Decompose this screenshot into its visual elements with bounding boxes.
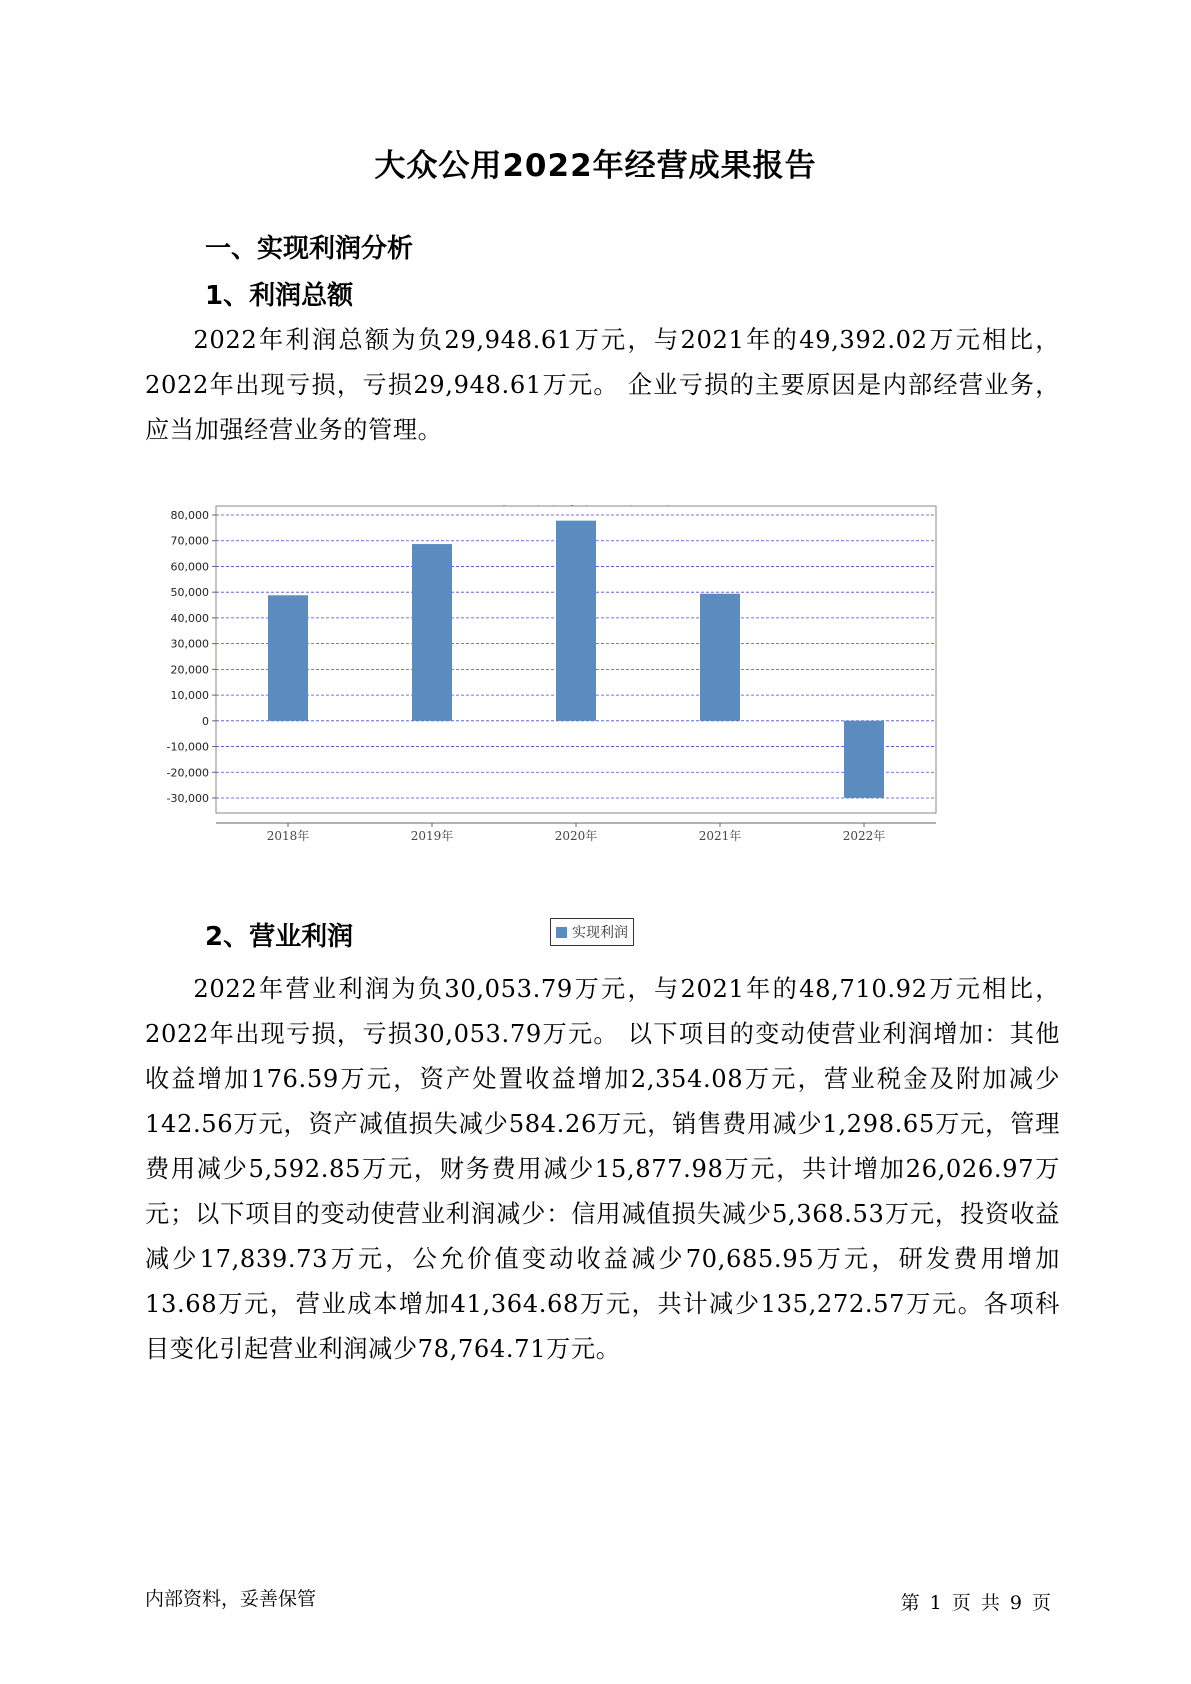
bar: [412, 544, 452, 721]
y-tick-label: 80,000: [170, 509, 209, 522]
subsection-heading-total-profit: 1、利润总额: [205, 281, 354, 311]
footer-confidential: 内部资料，妥善保管: [145, 1588, 317, 1610]
x-tick-label: 2021年: [698, 829, 742, 843]
legend-label: 实现利润: [572, 925, 628, 941]
section-heading: 一、实现利润分析: [205, 234, 414, 264]
subsection-heading-operating-profit: 2、营业利润: [205, 922, 354, 952]
y-tick-label: 20,000: [170, 663, 209, 677]
bar: [844, 721, 884, 798]
x-tick-label: 2020年: [554, 829, 598, 843]
y-tick-label: -30,000: [166, 792, 209, 805]
total-profit-paragraph: [145, 318, 1060, 453]
operating-profit-text: 2022年营业利润为负30,053.79万元，与2021年的48,710.92万元相比，2022年出现亏损，亏损30,053.79万元。 以下项目的变动使营业利润增加：其他收益增加176.59万元，资产处置收益增加2,354.08万元，营业税金及附加减少142.56万元，资产减值损失减少584.26万元，销售费用减少1,298.65万元，管理费用减少5,592.85万元，财务费用减少15,877.98万元，共计增加26,026.97万元；以下项目的变动使营业利润减少：信用减值损失减少5,368.53万元，投资收益减少17,839.73万元，公允价值变动收益减少70,685.95万元，研发费用增加13.68万元，营业成本增加41,364.68万元，共计减少135,272.57万元。各项科目变化引起营业利润减少78,764.71万元。: [145, 975, 1060, 1363]
y-tick-label: 10,000: [170, 689, 209, 703]
y-tick-label: 30,000: [170, 637, 209, 651]
bar: [268, 595, 308, 721]
y-tick-label: 40,000: [170, 611, 209, 625]
y-tick-label: -20,000: [166, 766, 209, 780]
bar: [700, 594, 740, 721]
x-tick-label: 2018年: [266, 829, 310, 843]
legend-swatch: [556, 927, 567, 938]
footer-page-number: 第 1 页 共 9 页: [900, 1592, 1051, 1614]
total-profit-text: 2022年利润总额为负29,948.61万元，与2021年的49,392.02万元相比，2022年出现亏损，亏损29,948.61万元。 企业亏损的主要原因是内部经营业务，应当加强经营业务的管理。: [145, 326, 1060, 444]
x-tick-label: 2019年: [410, 829, 454, 843]
profit-bar-chart: [160, 500, 1020, 920]
y-tick-label: 0: [202, 714, 209, 728]
document-title: 大众公用2022年经营成果报告: [374, 148, 817, 184]
y-tick-label: 70,000: [170, 534, 209, 548]
bar: [556, 521, 596, 721]
y-tick-label: -10,000: [166, 740, 209, 754]
y-tick-label: 50,000: [170, 586, 209, 600]
profit-chart: [160, 500, 1020, 950]
y-tick-label: 60,000: [170, 560, 209, 574]
chart-legend: [550, 918, 634, 946]
operating-profit-paragraph: [145, 967, 1060, 1372]
x-tick-label: 2022年: [842, 829, 886, 843]
